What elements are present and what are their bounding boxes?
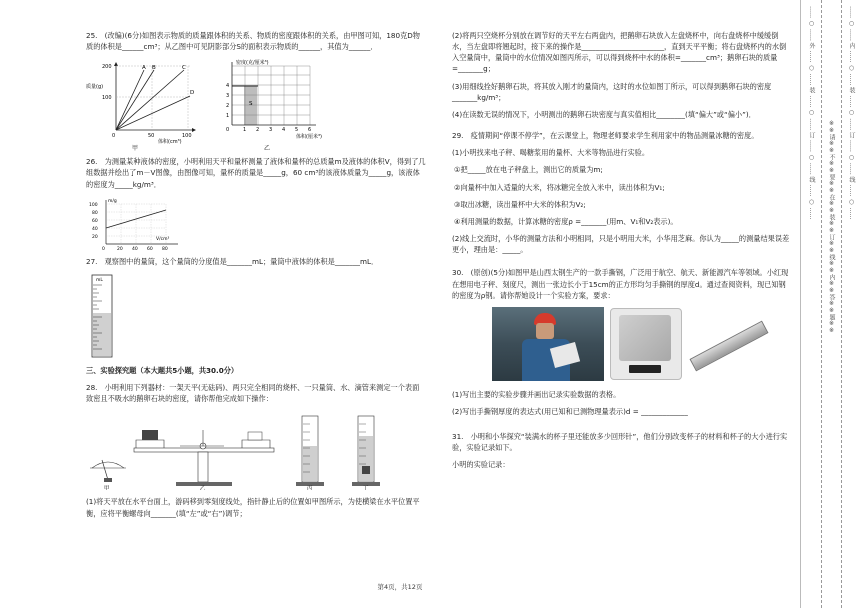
mv-y-100: 100 bbox=[89, 202, 98, 208]
cylinder-ding bbox=[352, 416, 380, 486]
line-d-label: D bbox=[190, 90, 195, 97]
cylinder-unit: mL bbox=[96, 277, 103, 283]
x-axis-label: 体积(cm³) bbox=[158, 139, 182, 145]
density-volume-graph bbox=[212, 58, 342, 153]
q28-figures bbox=[86, 410, 416, 490]
binding-margin bbox=[800, 0, 860, 608]
caption-bing: 丙 bbox=[307, 486, 313, 491]
mv-x-80: 80 bbox=[162, 246, 168, 252]
mv-x-label: V/cm³ bbox=[156, 236, 170, 242]
right-column bbox=[452, 30, 790, 477]
mv-y-60: 60 bbox=[92, 218, 98, 224]
q29-step-2: ②向量杯中加入适量的大米，将冰糖完全放入米中，读出体积为V₁; bbox=[454, 182, 665, 192]
caption-yi: 乙 bbox=[200, 486, 206, 491]
shade-s-label: S bbox=[249, 101, 253, 108]
question-28-part-2: (2)将两只空烧杯分别放在调节好的天平左右两盘内，把鹅卵石块放入左盘烧杯中，向右盘烧杯中缓缓倒水，当左盘即将翘起时，接下来的操作是_______________________，直到天平平衡；将右盘烧杯内的水倒入空量筒中，量筒中的水位情况如图丙所示，可以得到烧杯中水的体积=_______cm³；鹅卵石块的质量=_______g； bbox=[452, 31, 787, 74]
binding-dashed-line-1 bbox=[821, 0, 823, 608]
mv-y-40: 40 bbox=[92, 226, 98, 232]
d-tick-2: 2 bbox=[226, 103, 230, 110]
v-tick-6: 6 bbox=[308, 127, 312, 134]
ruler-photo bbox=[688, 309, 768, 379]
question-28-part-4: (4)在读数无误的情况下，小明测出的鹅卵石块密度与真实值相比________(填“偏大”或“偏小”)． bbox=[452, 109, 756, 119]
v-tick-5: 5 bbox=[295, 127, 299, 134]
q29-step-4: ④利用测量的数据，计算冰糖的密度ρ =_______(用m、V₁和V₂表示)。 bbox=[454, 216, 678, 226]
question-28-part-1: (1)将天平放在水平台面上，游码移到零刻度线处，指针静止后的位置如甲图所示，为使横梁在水平位置平衡，应将平衡螺母向_______(填“左”或“右”)调节； bbox=[86, 497, 420, 518]
question-30-part-2: (2)写出手撕钢厚度的表达式(用已知和已测物理量表示)d = _____________ bbox=[452, 406, 688, 416]
volume-axis-label: 体积(厘米³) bbox=[296, 134, 322, 141]
v-tick-3: 3 bbox=[269, 127, 273, 134]
v-tick-2: 2 bbox=[256, 127, 260, 134]
mv-origin: 0 bbox=[102, 246, 105, 252]
line-a-label: A bbox=[142, 65, 146, 72]
mv-y-80: 80 bbox=[92, 210, 98, 216]
balance-beam bbox=[134, 430, 274, 486]
q25-figures bbox=[86, 58, 426, 153]
origin-label: 0 bbox=[112, 133, 116, 140]
x-tick-50: 50 bbox=[148, 133, 155, 140]
y-axis-label: 质量(g) bbox=[86, 84, 104, 91]
v-tick-1: 1 bbox=[243, 127, 247, 134]
question-29-part-2: (2)线上交流时，小华的测量方法和小明相同，只是小明用大米，小华用芝麻。你认为_____的测量结果误差更小，理由是：_____。 bbox=[452, 234, 790, 255]
x-tick-100: 100 bbox=[182, 133, 192, 140]
question-29: 29. 疫情期间“停课不停学”，在云课堂上，物理老师要求学生利用家中的物品测量冰糖的密度。 bbox=[452, 131, 759, 141]
binding-inner-text: …… ○ …… 内 …… ○ …… 装 …… ○ …… 订 …… ○ …… 线 …… ○ …… bbox=[848, 6, 855, 220]
q30-photos bbox=[492, 307, 790, 381]
y-tick-200: 200 bbox=[102, 64, 112, 71]
question-30: 30. (原创)(5分)如图甲是山西太钢生产的一款手撕钢，广泛用于航空、航天、新能源汽车等领域。小红现在想用电子秤、刻度尺，测出一张边长小于15cm的正方形均匀手撕钢的厚度d。通过查阅资料，现已知钢的密度为ρ钢。请你帮她设计一个实验方案，要求： bbox=[452, 268, 789, 300]
question-28-part-3: (3)用细线拴好鹅卵石块，将其放入刚才的量筒内，这时的水位如图丁所示，可以得到鹅卵石块的密度_______kg/m³； bbox=[452, 81, 772, 102]
q29-step-1: ①把_____放在电子秤盘上，测出它的质量为m; bbox=[454, 165, 603, 175]
m-v-graph bbox=[86, 196, 186, 252]
question-28: 28. 小明利用下列器材：一架天平(无砝码)、两只完全相同的烧杯、一只量筒、水、滴管来测定一个表面致密且不吸水的鹅卵石块的密度，请你帮他完成如下操作： bbox=[86, 383, 420, 404]
balance-and-cylinders-svg bbox=[86, 410, 416, 490]
page-footer: 第4页，共12页 bbox=[377, 583, 423, 591]
graduated-cylinder-figure bbox=[88, 273, 128, 359]
binding-warning-text: ※※请※※不※※要※※在※※装※※订※※线※※内※※答※※题※※ bbox=[828, 120, 835, 334]
question-31-sub: 小明的实验记录： bbox=[452, 460, 510, 470]
binding-outer-text: …… ○ …… 外 …… ○ …… 装 …… ○ …… 订 …… ○ …… 线 …… ○ …… bbox=[808, 6, 815, 220]
y-tick-100: 100 bbox=[102, 95, 112, 102]
cylinder-bing bbox=[296, 416, 324, 486]
fig-yi-caption: 乙 bbox=[264, 145, 271, 153]
question-29-part-1: (1)小明找来电子秤、喝糖浆用的量杯、大米等物品进行实验。 bbox=[452, 148, 650, 158]
mv-x-60: 60 bbox=[147, 246, 153, 252]
density-volume-svg bbox=[212, 58, 342, 144]
mv-y-20: 20 bbox=[92, 234, 98, 240]
pointer-scale bbox=[90, 460, 126, 482]
question-27: 27. 观察图中的量筒，这个量筒的分度值是_______mL；量筒中液体的体积是_______mL． bbox=[86, 256, 379, 266]
mass-volume-graph bbox=[86, 58, 198, 153]
q29-step-3: ③取出冰糖，读出量杯中大米的体积为V₂; bbox=[454, 199, 586, 209]
left-column bbox=[86, 30, 426, 525]
question-25: 25. (改编)(6分)如图表示物质的质量跟体积的关系、物质的密度跟体积的关系，由甲图可知，180克D物质的体积是______cm³；从乙图中可见阴影部分S的面积表示物质的______，其值为______． bbox=[86, 31, 420, 52]
cylinder-svg bbox=[88, 273, 128, 359]
v-tick-4: 4 bbox=[282, 127, 286, 134]
binding-dashed-line-2 bbox=[841, 0, 843, 608]
density-axis-label: 密度(克/厘米³) bbox=[236, 60, 269, 67]
electronic-scale-photo bbox=[610, 308, 682, 380]
d-origin: 0 bbox=[226, 127, 230, 134]
caption-jia: 甲 bbox=[104, 486, 110, 491]
fig-jia-caption: 甲 bbox=[132, 145, 139, 153]
mass-volume-svg bbox=[86, 58, 198, 144]
worker-photo bbox=[492, 307, 604, 381]
line-b-label: B bbox=[152, 65, 156, 72]
d-tick-4: 4 bbox=[226, 83, 230, 90]
mv-y-label: m/g bbox=[108, 198, 117, 204]
question-30-part-1: (1)写出主要的实验步骤并画出记录实验数据的表格。 bbox=[452, 389, 621, 399]
question-31: 31. 小明和小华探究“装满水的杯子里还能放多少回形针”，他们分别改变杯子的材料和杯子的大小进行实验，实验记录如下。 bbox=[452, 432, 788, 453]
caption-ding: 丁 bbox=[363, 486, 369, 491]
question-26: 26. 为测量某种液体的密度，小明利用天平和量杯测量了液体和量杯的总质量m及液体的体积V，得到了几组数据并绘出了m－V图像，由图像可知，量杯的质量是_____g，60 cm³的该液体质量为_____g，该液体的密度为_____kg/m³． bbox=[86, 157, 426, 189]
mv-x-20: 20 bbox=[117, 246, 123, 252]
mv-x-40: 40 bbox=[132, 246, 138, 252]
d-tick-3: 3 bbox=[226, 93, 230, 100]
m-v-svg bbox=[86, 196, 186, 252]
d-tick-1: 1 bbox=[226, 113, 230, 120]
line-c-label: C bbox=[182, 65, 186, 72]
section-3-heading: 三、实验探究题（本大题共5小题，共30.0分） bbox=[86, 365, 239, 375]
